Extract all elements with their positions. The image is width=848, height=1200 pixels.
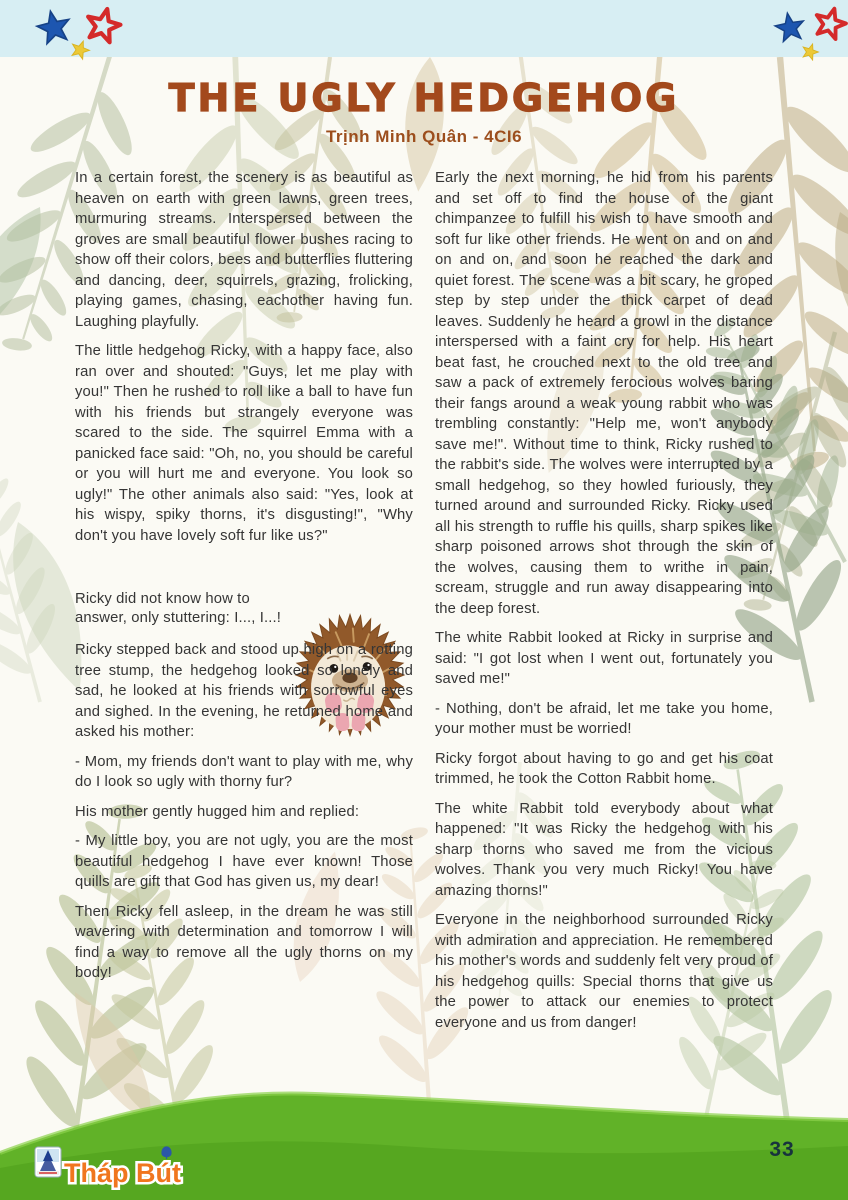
header-stars-right <box>768 6 848 61</box>
left-column <box>75 168 413 1042</box>
story-paragraph: The white Rabbit told everybody about what happened: "It was Ricky the hedgehog with his sharp thorns who saved me from the vicious wolves. Thank you very much Ricky! You have amazing thorns!" <box>435 800 773 899</box>
story-paragraph: Then Ricky fell asleep, in the dream he was still wavering with determination and tomorrow I will find a way to remove all the ugly thorns on my body! <box>75 903 413 981</box>
author-line: Trịnh Minh Quân - 4CI6 <box>325 127 523 146</box>
story-paragraph: The white Rabbit looked at Ricky in surprise and said: "I got lost when I went out, fortunately you saved me!" <box>435 630 773 687</box>
story-paragraph: - Mom, my friends don't want to play with me, why do I look so ugly with thorny fur? <box>75 753 413 790</box>
blue-star-icon <box>35 8 73 45</box>
story-paragraph: Everyone in the neighborhood surrounded Ricky with admiration and appreciation. He remembered his mother's words and suddenly felt very proud of his hedgehog quills: Special thorns that give us the power to attack our enemies to protect everyone and us from danger! <box>435 912 773 1031</box>
yellow-star-icon <box>800 41 820 61</box>
story-paragraph: Early the next morning, he hid from his parents and set off to find the house of the giant chimpanzee to fulfill his wish to have smooth and soft fur like other friends. He went on and on and on and on, and soon he reached the dark and quiet forest. The scene was a bit scary, he groped step by step under the thick carpet of dead leaves. Suddenly he heard a growl in the distance interspersed with a faint cry for help. His heart beat fast, he crouched next to the old tree and saw a pack of extremely ferocious wolves baring their fangs around a weak young rabbit who was trembling constantly: "Help me, won't anybody save me!". Without time to think, Ricky rushed to the rabbit's side. The wolves were interrupted by a small hedgehog, so they howled furiously, they turned around and surrounded Ricky. Ricky used all his strength to ruffle his quills, sharp spikes like sharp poisoned arrows shot through the skin of the wolves, causing them to writhe in pain, scream, struggle and run away disappearing into the deep forest. <box>435 170 773 617</box>
story-title: THE UGLY HEDGEHOG <box>168 76 680 120</box>
story-paragraph: The little hedgehog Ricky, with a happy face, also ran over and shouted: "Guys, let me play with you!" Then he rushed to roll like a ball to have fun with his friends but strangely everyone was scared to the side. The squirrel Emma with a panicked face said: "Oh, no, you should be careful or you will hurt me and everyone. You look so ugly!" The other animals also said: "Yes, look at his wispy, spiky thorns, it's disgusting!", "Why don't you have lovely soft fur like us?" <box>75 343 413 544</box>
red-star-icon <box>83 6 123 44</box>
story-columns <box>75 168 773 1042</box>
story-paragraph: In a certain forest, the scenery is as beautiful as heaven on earth with green lawns, green trees, murmuring streams. Interspersed between the groves are small beautiful flower bushes racing to show off their colors, bees and butterflies fluttering and dancing, deer, squirrels, grazing, frolicking, playing games, chasing, eachother having fun. Laughing playfully. <box>75 170 413 330</box>
story-paragraph: His mother gently hugged him and replied: <box>75 803 360 820</box>
thap-but-logo <box>34 1144 204 1192</box>
story-paragraph: Ricky forgot about having to go and get his coat trimmed, he took the Cotton Rabbit home. <box>435 750 773 787</box>
logo-emblem-icon <box>35 1147 61 1177</box>
right-column <box>435 168 773 1042</box>
story-paragraph: - Nothing, don't be afraid, let me take you home, your mother must be worried! <box>435 700 773 737</box>
story-paragraph: Ricky did not know how to answer, only stuttering: I..., I...! <box>75 591 282 626</box>
story-paragraph: - My little boy, you are not ugly, you are the most beautiful hedgehog I have ever known! Those quills are gift that God has given us, my dear! <box>75 833 413 890</box>
yellow-star-icon <box>69 38 92 60</box>
red-star-icon <box>812 6 848 41</box>
logo-text: Tháp Bút <box>64 1158 181 1188</box>
page-number: 33 <box>769 1138 795 1161</box>
blue-star-icon <box>773 11 806 43</box>
header-stars-left <box>26 6 136 61</box>
story-paragraph: Ricky stepped back and stood up high on a rotting tree stump, the hedgehog looked so lonely and sad, he looked at his friends with sorrowful eyes and sighed. In the evening, he returned home and asked his mother: <box>75 642 413 740</box>
